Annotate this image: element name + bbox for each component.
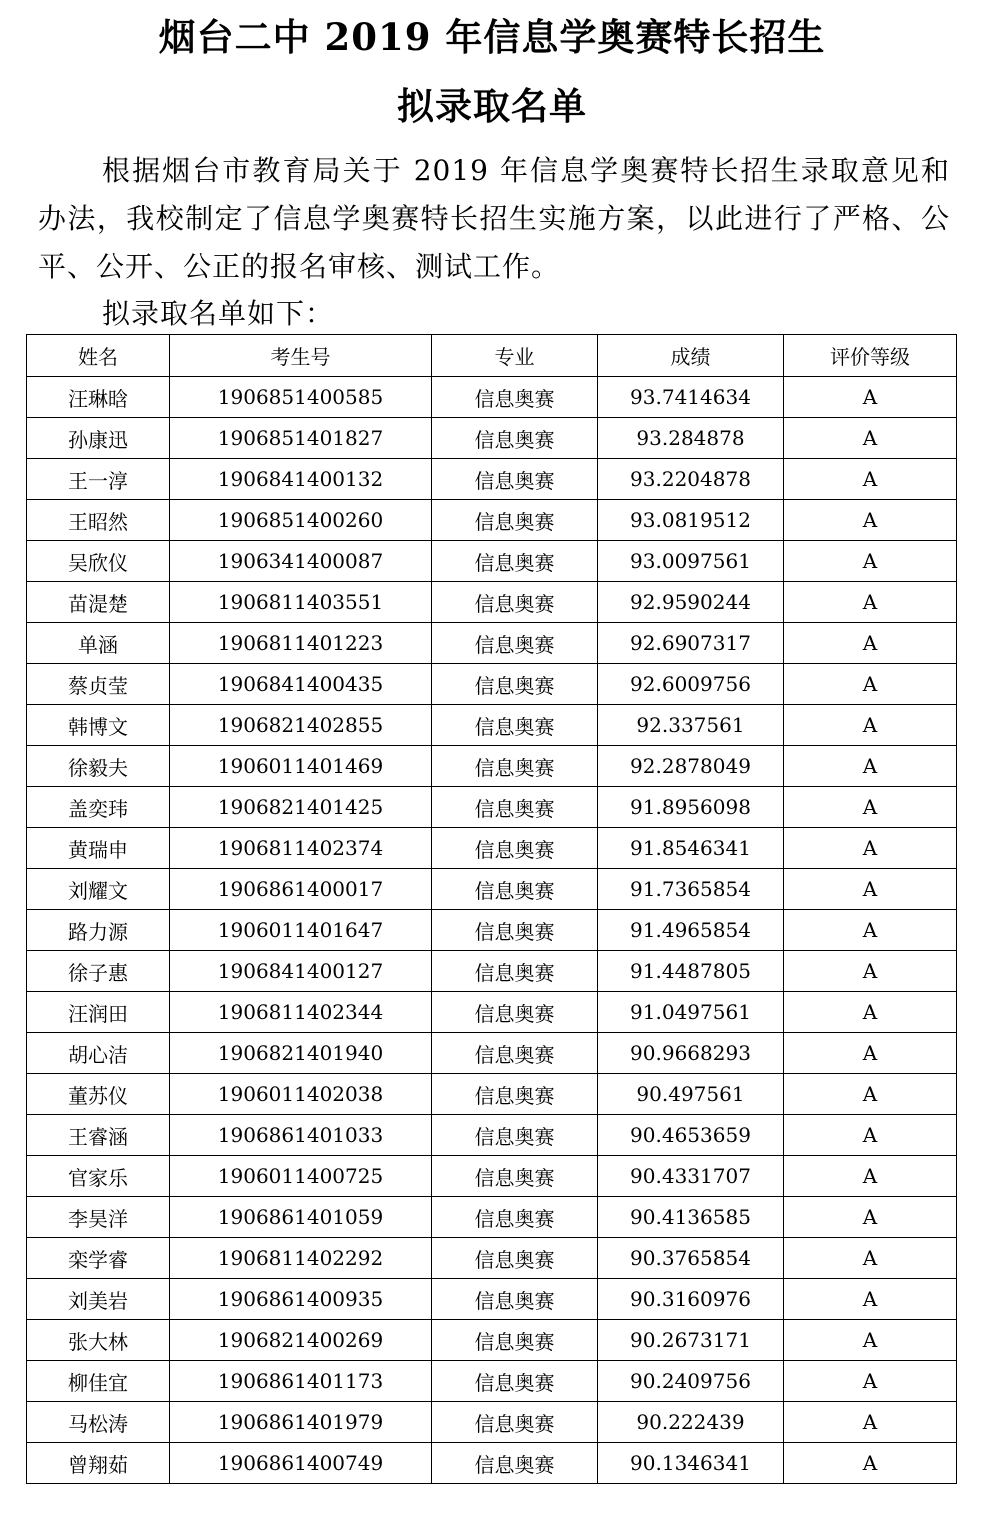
- cell-major: 信息奥赛: [432, 623, 598, 664]
- cell-grade: A: [784, 459, 957, 500]
- cell-name: 柳佳宜: [27, 1361, 170, 1402]
- cell-major: 信息奥赛: [432, 910, 598, 951]
- table-row: [27, 1443, 957, 1484]
- cell-grade: A: [784, 1279, 957, 1320]
- cell-score: 90.1346341: [598, 1443, 784, 1484]
- cell-name: 马松涛: [27, 1402, 170, 1443]
- cell-grade: A: [784, 664, 957, 705]
- cell-name: 胡心洁: [27, 1033, 170, 1074]
- cell-name: 吴欣仪: [27, 541, 170, 582]
- cell-grade: A: [784, 1115, 957, 1156]
- document-title: 烟台二中 2019 年信息学奥赛特长招生: [158, 15, 826, 59]
- table-row: [27, 664, 957, 705]
- cell-exam-id: 1906841400127: [170, 951, 432, 992]
- cell-grade: A: [784, 1443, 957, 1484]
- cell-score: 92.2878049: [598, 746, 784, 787]
- cell-score: 90.2409756: [598, 1361, 784, 1402]
- cell-name: 黄瑞申: [27, 828, 170, 869]
- table-row: [27, 1156, 957, 1197]
- cell-grade: A: [784, 951, 957, 992]
- cell-score: 90.4653659: [598, 1115, 784, 1156]
- cell-name: 苗湜楚: [27, 582, 170, 623]
- cell-major: 信息奥赛: [432, 787, 598, 828]
- admission-table: [26, 334, 957, 1484]
- table-row: [27, 582, 957, 623]
- cell-score: 93.0819512: [598, 500, 784, 541]
- cell-exam-id: 1906861400749: [170, 1443, 432, 1484]
- cell-major: 信息奥赛: [432, 869, 598, 910]
- table-row: [27, 910, 957, 951]
- cell-grade: A: [784, 1033, 957, 1074]
- cell-grade: A: [784, 828, 957, 869]
- cell-exam-id: 1906861401033: [170, 1115, 432, 1156]
- cell-grade: A: [784, 582, 957, 623]
- table-body: [27, 377, 957, 1484]
- cell-score: 90.3765854: [598, 1238, 784, 1279]
- cell-score: 92.6009756: [598, 664, 784, 705]
- cell-grade: A: [784, 1074, 957, 1115]
- cell-score: 92.337561: [598, 705, 784, 746]
- cell-grade: A: [784, 746, 957, 787]
- cell-major: 信息奥赛: [432, 1443, 598, 1484]
- cell-score: 90.4136585: [598, 1197, 784, 1238]
- cell-exam-id: 1906861401059: [170, 1197, 432, 1238]
- cell-grade: A: [784, 705, 957, 746]
- table-row: [27, 992, 957, 1033]
- table-row: [27, 1279, 957, 1320]
- cell-major: 信息奥赛: [432, 1402, 598, 1443]
- document-subtitle: 拟录取名单: [397, 84, 587, 128]
- cell-exam-id: 1906811402292: [170, 1238, 432, 1279]
- cell-grade: A: [784, 500, 957, 541]
- cell-major: 信息奥赛: [432, 1115, 598, 1156]
- header-grade: 评价等级: [784, 335, 957, 377]
- cell-score: 90.497561: [598, 1074, 784, 1115]
- cell-score: 91.8546341: [598, 828, 784, 869]
- cell-name: 王昭然: [27, 500, 170, 541]
- cell-major: 信息奥赛: [432, 992, 598, 1033]
- cell-exam-id: 1906821400269: [170, 1320, 432, 1361]
- cell-name: 汪琳晗: [27, 377, 170, 418]
- cell-exam-id: 1906861401173: [170, 1361, 432, 1402]
- table-row: [27, 1033, 957, 1074]
- cell-exam-id: 1906011402038: [170, 1074, 432, 1115]
- cell-exam-id: 1906011401647: [170, 910, 432, 951]
- table-row: [27, 951, 957, 992]
- table-row: [27, 459, 957, 500]
- cell-exam-id: 1906851401827: [170, 418, 432, 459]
- cell-exam-id: 1906821402855: [170, 705, 432, 746]
- cell-name: 官家乐: [27, 1156, 170, 1197]
- cell-grade: A: [784, 377, 957, 418]
- cell-score: 90.3160976: [598, 1279, 784, 1320]
- cell-name: 李昊洋: [27, 1197, 170, 1238]
- header-score: 成绩: [598, 335, 784, 377]
- cell-score: 91.4487805: [598, 951, 784, 992]
- cell-major: 信息奥赛: [432, 746, 598, 787]
- table-row: [27, 541, 957, 582]
- cell-score: 92.9590244: [598, 582, 784, 623]
- cell-score: 93.0097561: [598, 541, 784, 582]
- cell-exam-id: 1906851400585: [170, 377, 432, 418]
- header-name: 姓名: [27, 335, 170, 377]
- cell-major: 信息奥赛: [432, 705, 598, 746]
- cell-name: 路力源: [27, 910, 170, 951]
- cell-grade: A: [784, 1197, 957, 1238]
- cell-name: 董苏仪: [27, 1074, 170, 1115]
- cell-name: 刘美岩: [27, 1279, 170, 1320]
- cell-score: 90.4331707: [598, 1156, 784, 1197]
- cell-name: 徐子惠: [27, 951, 170, 992]
- table-row: [27, 746, 957, 787]
- table-row: [27, 1402, 957, 1443]
- cell-major: 信息奥赛: [432, 541, 598, 582]
- cell-grade: A: [784, 787, 957, 828]
- cell-major: 信息奥赛: [432, 582, 598, 623]
- cell-major: 信息奥赛: [432, 828, 598, 869]
- cell-name: 徐毅夫: [27, 746, 170, 787]
- cell-grade: A: [784, 1402, 957, 1443]
- cell-major: 信息奥赛: [432, 1361, 598, 1402]
- cell-exam-id: 1906861400017: [170, 869, 432, 910]
- cell-name: 韩博文: [27, 705, 170, 746]
- cell-name: 王睿涵: [27, 1115, 170, 1156]
- cell-exam-id: 1906821401940: [170, 1033, 432, 1074]
- cell-exam-id: 1906011400725: [170, 1156, 432, 1197]
- cell-grade: A: [784, 623, 957, 664]
- cell-grade: A: [784, 1156, 957, 1197]
- cell-grade: A: [784, 418, 957, 459]
- cell-major: 信息奥赛: [432, 459, 598, 500]
- table-header-row: [27, 335, 957, 377]
- table-row: [27, 787, 957, 828]
- cell-score: 92.6907317: [598, 623, 784, 664]
- cell-name: 王一淳: [27, 459, 170, 500]
- cell-exam-id: 1906341400087: [170, 541, 432, 582]
- cell-major: 信息奥赛: [432, 500, 598, 541]
- cell-exam-id: 1906841400132: [170, 459, 432, 500]
- cell-name: 张大林: [27, 1320, 170, 1361]
- cell-score: 90.2673171: [598, 1320, 784, 1361]
- cell-major: 信息奥赛: [432, 664, 598, 705]
- cell-major: 信息奥赛: [432, 951, 598, 992]
- cell-score: 90.9668293: [598, 1033, 784, 1074]
- cell-exam-id: 1906841400435: [170, 664, 432, 705]
- list-lead-text: 拟录取名单如下：: [102, 297, 335, 330]
- table-row: [27, 377, 957, 418]
- table-row: [27, 1074, 957, 1115]
- table-row: [27, 1320, 957, 1361]
- cell-major: 信息奥赛: [432, 1279, 598, 1320]
- cell-name: 蔡贞莹: [27, 664, 170, 705]
- cell-grade: A: [784, 1320, 957, 1361]
- cell-exam-id: 1906861401979: [170, 1402, 432, 1443]
- cell-major: 信息奥赛: [432, 1033, 598, 1074]
- cell-exam-id: 1906011401469: [170, 746, 432, 787]
- cell-exam-id: 1906811403551: [170, 582, 432, 623]
- table-row: [27, 500, 957, 541]
- cell-exam-id: 1906821401425: [170, 787, 432, 828]
- cell-name: 曾翔茹: [27, 1443, 170, 1484]
- intro-paragraph: 根据烟台市教育局关于 2019 年信息学奥赛特长招生录取意见和办法，我校制定了信息学奥赛特长招生实施方案，以此进行了严格、公平、公开、公正的报名审核、测试工作。: [38, 154, 950, 283]
- cell-exam-id: 1906811402344: [170, 992, 432, 1033]
- cell-grade: A: [784, 1361, 957, 1402]
- cell-grade: A: [784, 910, 957, 951]
- cell-grade: A: [784, 992, 957, 1033]
- cell-grade: A: [784, 1238, 957, 1279]
- table-row: [27, 828, 957, 869]
- cell-exam-id: 1906811401223: [170, 623, 432, 664]
- table-row: [27, 1197, 957, 1238]
- cell-score: 93.7414634: [598, 377, 784, 418]
- cell-name: 盖奕玮: [27, 787, 170, 828]
- cell-score: 90.222439: [598, 1402, 784, 1443]
- cell-name: 栾学睿: [27, 1238, 170, 1279]
- cell-name: 单涵: [27, 623, 170, 664]
- table-row: [27, 1361, 957, 1402]
- cell-exam-id: 1906861400935: [170, 1279, 432, 1320]
- table-row: [27, 1238, 957, 1279]
- header-exam-id: 考生号: [170, 335, 432, 377]
- cell-name: 刘耀文: [27, 869, 170, 910]
- table-row: [27, 623, 957, 664]
- cell-major: 信息奥赛: [432, 418, 598, 459]
- cell-major: 信息奥赛: [432, 1074, 598, 1115]
- header-major: 专业: [432, 335, 598, 377]
- cell-major: 信息奥赛: [432, 1156, 598, 1197]
- cell-name: 汪润田: [27, 992, 170, 1033]
- cell-grade: A: [784, 541, 957, 582]
- cell-score: 93.284878: [598, 418, 784, 459]
- cell-exam-id: 1906811402374: [170, 828, 432, 869]
- cell-score: 91.8956098: [598, 787, 784, 828]
- cell-major: 信息奥赛: [432, 1197, 598, 1238]
- cell-major: 信息奥赛: [432, 1238, 598, 1279]
- table-row: [27, 418, 957, 459]
- cell-score: 91.7365854: [598, 869, 784, 910]
- cell-score: 91.4965854: [598, 910, 784, 951]
- cell-score: 93.2204878: [598, 459, 784, 500]
- cell-name: 孙康迅: [27, 418, 170, 459]
- table-row: [27, 705, 957, 746]
- table-row: [27, 1115, 957, 1156]
- cell-grade: A: [784, 869, 957, 910]
- table-row: [27, 869, 957, 910]
- cell-score: 91.0497561: [598, 992, 784, 1033]
- cell-exam-id: 1906851400260: [170, 500, 432, 541]
- cell-major: 信息奥赛: [432, 377, 598, 418]
- cell-major: 信息奥赛: [432, 1320, 598, 1361]
